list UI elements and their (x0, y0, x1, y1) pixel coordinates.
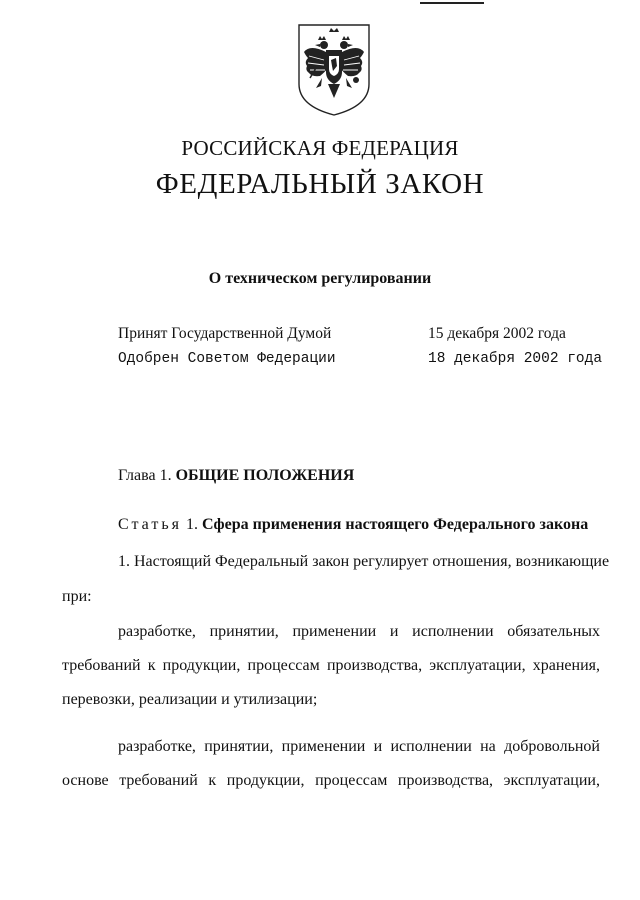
body-line: основе требований к продукции, процессам производства, эксплуатации, (62, 772, 600, 789)
top-rule (420, 2, 484, 4)
duma-adoption-label: Принят Государственной Думой (118, 325, 332, 342)
article-number: 1. (185, 516, 198, 533)
article-prefix: Статья (118, 516, 182, 533)
body-line: разработке, принятии, применении и исполнении обязательных (118, 623, 600, 640)
council-approval-date: 18 декабря 2002 года (428, 351, 603, 367)
article-heading (118, 516, 588, 534)
chapter-title: ОБЩИЕ ПОЛОЖЕНИЯ (175, 467, 355, 484)
body-line: при: (62, 588, 92, 605)
council-approval-label: Одобрен Советом Федерации (118, 351, 336, 367)
body-line: разработке, принятии, применении и исполнении на добровольной (118, 738, 600, 755)
article-title: Сфера применения настоящего Федерального закона (201, 516, 589, 533)
chapter-prefix: Глава 1. (118, 467, 172, 484)
law-type-heading: ФЕДЕРАЛЬНЫЙ ЗАКОН (155, 168, 485, 200)
russian-coat-of-arms-icon (296, 22, 372, 118)
law-title: О техническом регулировании (208, 270, 432, 287)
chapter-heading (118, 467, 354, 485)
country-name: РОССИЙСКАЯ ФЕДЕРАЦИЯ (181, 136, 459, 160)
body-line: 1. Настоящий Федеральный закон регулирует отношения, возникающие (118, 553, 610, 570)
body-line: требований к продукции, процессам производства, эксплуатации, хранения, (62, 657, 600, 674)
body-line: перевозки, реализации и утилизации; (62, 691, 318, 708)
duma-adoption-date: 15 декабря 2002 года (428, 325, 566, 342)
